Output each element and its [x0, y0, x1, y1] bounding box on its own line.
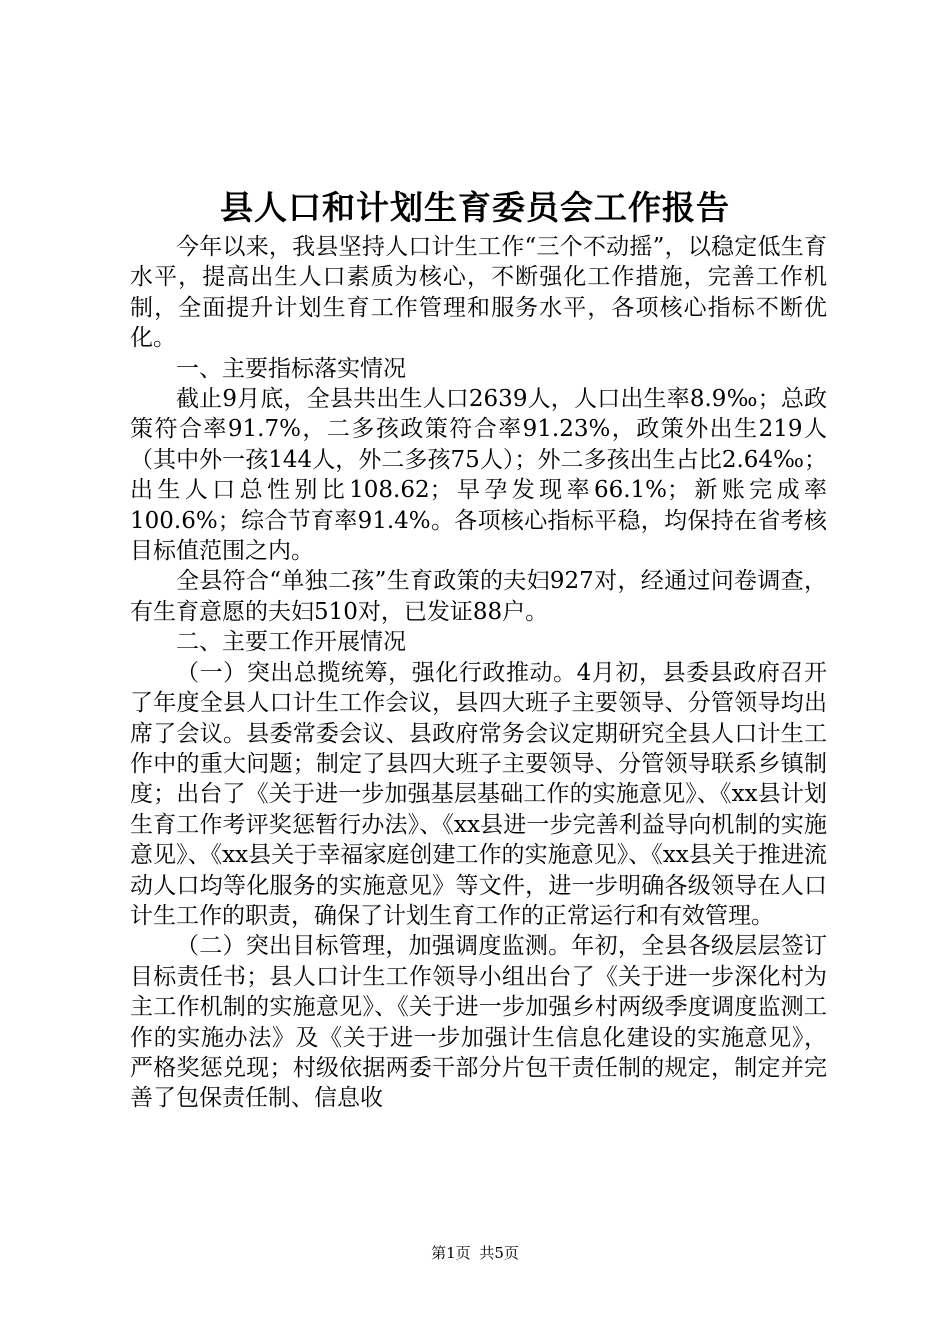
- section-heading-2: 二、主要工作开展情况: [176, 629, 406, 656]
- page-number: 第1页: [431, 1244, 471, 1262]
- document-title: 县人口和计划生育委员会工作报告: [220, 188, 730, 227]
- section-heading-1: 一、主要指标落实情况: [176, 355, 406, 382]
- subsection-1-paragraph: （一）突出总揽统筹，强化行政推动。4月初，县委县政府召开了年度全县人口计生工作会议，县四大班子主要领导、分管领导均出席了会议。县委常委会议、县政府常务会议定期研究全县人口计生工作中的重大问题；制定了县四大班子主要领导、分管领导联系乡镇制度；出台了《关于进一步加强基层基础工作的实施意见》、《xx县计划生育工作考评奖惩暂行办法》、《xx县进一步完善利益导向机制的实施意见》、《xx县关于幸福家庭创建工作的实施意见》、《xx县关于推进流动人口均等化服务的实施意见》等文件，进一步明确各级领导在人口计生工作的职责，确保了计划生育工作的正常运行和有效管理。: [130, 659, 827, 929]
- second-child-policy-paragraph: 全县符合“单独二孩”生育政策的夫妇927对，经通过问卷调查，有生育意愿的夫妇510对，已发证88户。: [130, 568, 827, 625]
- document-body: [130, 232, 827, 1114]
- page-footer: [0, 1243, 950, 1263]
- indicators-paragraph: 截止9月底，全县共出生人口2639人，人口出生率8.9‰；总政策符合率91.7%，二多孩政策符合率91.23%，政策外出生219人（其中外一孩144人，外二多孩75人）；外二多孩出生占比2.64‰；出生人口总性别比108.62；早孕发现率66.1%；新账完成率100.6%；综合节育率91.4%。各项核心指标平稳，均保持在省考核目标值范围之内。: [130, 386, 827, 565]
- intro-paragraph: 今年以来，我县坚持人口计生工作“三个不动摇”，以稳定低生育水平，提高出生人口素质为核心，不断强化工作措施，完善工作机制，全面提升计划生育工作管理和服务水平，各项核心指标不断优化。: [130, 234, 827, 352]
- total-pages: 共5页: [479, 1244, 519, 1262]
- subsection-2-paragraph: （二）突出目标管理，加强调度监测。年初，全县各级层层签订目标责任书；县人口计生工作领导小组出台了《关于进一步深化村为主工作机制的实施意见》、《关于进一步加强乡村两级季度调度监测工作的实施办法》及《关于进一步加强计生信息化建设的实施意见》，严格奖惩兑现；村级依据两委干部分片包干责任制的规定，制定并完善了包保责任制、信息收: [130, 933, 827, 1112]
